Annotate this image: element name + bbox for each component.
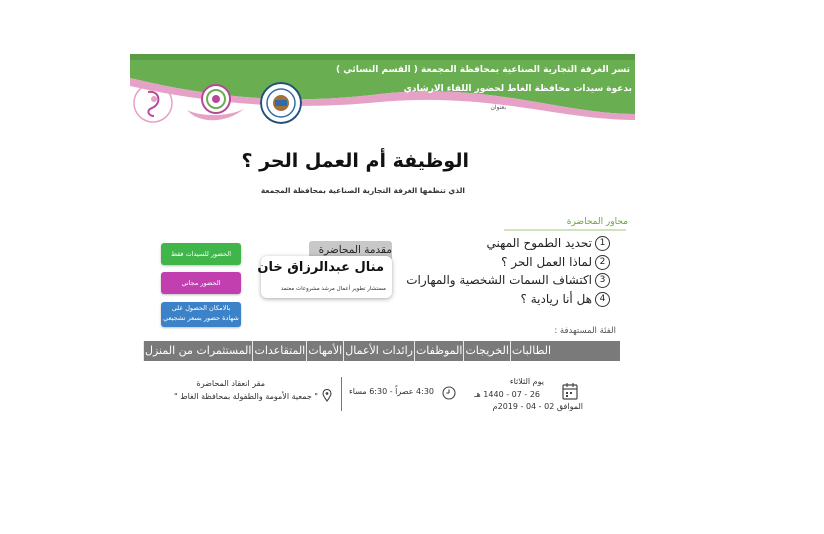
topic-number: 2 — [595, 255, 610, 270]
calendar-icon — [562, 382, 578, 400]
header-line-2: بدعوة سيدات محافظة الغاط لحضور اللقاء الارشادي — [403, 84, 632, 94]
venue-name: " جمعية الأمومة والطفولة بمحافظة الغاط " — [173, 392, 318, 401]
topic-number: 1 — [595, 236, 610, 251]
topic-text: لماذا العمل الحر ؟ — [501, 255, 592, 269]
audience-item: الموظفات — [414, 341, 463, 361]
schedule-divider — [341, 377, 342, 411]
topic-item — [521, 292, 610, 307]
event-subtitle: الذي تنظمها الغرفة التجارية الصناعية بمحافظة المجمعة — [260, 186, 465, 195]
audience-item: الخريجات — [463, 341, 509, 361]
audience-item: الطالبات — [510, 341, 552, 361]
audience-item: المستثمرات من المنزل — [143, 341, 252, 361]
topic-item — [406, 273, 610, 288]
topic-text: هل أنا ريادية ؟ — [520, 292, 592, 306]
header-line-3: بعنوان — [490, 104, 506, 111]
event-title: الوظيفة أم العمل الحر ؟ — [241, 150, 469, 172]
topics-underline — [504, 229, 626, 231]
speaker-description: مستشار تطوير أعمال مرشد مشروعات معتمد — [280, 286, 386, 292]
org-logo — [183, 80, 249, 126]
certificate-badge-line-2: شهادة حضور بسعر تشجيعي — [163, 314, 239, 322]
event-hijri-date: 26 - 07 - 1440 هـ — [474, 390, 540, 399]
certificate-badge — [161, 302, 241, 327]
header-line-1: تسر الغرفة التجارية الصناعية بمحافظة المجمعة ( القسم النسائي ) — [335, 65, 630, 75]
women-only-badge: الحضور للسيدات فقط — [161, 243, 241, 265]
speaker-heading: مقدمة المحاضرة — [318, 244, 392, 256]
venue-heading: مقر انعقاد المحاضرة — [196, 379, 265, 388]
audience-item: رائدات الأعمال — [343, 341, 414, 361]
topic-text: تحديد الطموح المهني — [486, 236, 592, 250]
topic-text: اكتشاف السمات الشخصية والمهارات — [406, 273, 592, 287]
chamber-logo — [260, 82, 302, 124]
audience-item: الأمهات — [306, 341, 343, 361]
topic-item — [487, 236, 610, 251]
topic-item — [501, 255, 610, 270]
topic-number: 3 — [595, 273, 610, 288]
speaker-name: منال عبدالرزاق خان — [257, 260, 384, 275]
event-time: 4:30 عصراً - 6:30 مساء — [349, 387, 434, 396]
clock-icon — [442, 386, 456, 400]
audience-bar — [143, 341, 620, 361]
event-gregorian-date: الموافق 02 - 04 - 2019م — [492, 402, 583, 411]
free-attendance-badge: الحضور مجاني — [161, 272, 241, 294]
topics-heading: محاور المحاضرة — [566, 217, 628, 227]
event-day: يوم الثلاثاء — [509, 377, 544, 386]
motherhood-association-logo — [130, 80, 176, 126]
certificate-badge-line-1: بالامكان الحصول على — [171, 304, 231, 312]
audience-item: المتقاعدات — [252, 341, 306, 361]
location-pin-icon — [322, 389, 332, 402]
audience-heading: الفئة المستهدفة : — [554, 326, 616, 336]
topic-number: 4 — [595, 292, 610, 307]
